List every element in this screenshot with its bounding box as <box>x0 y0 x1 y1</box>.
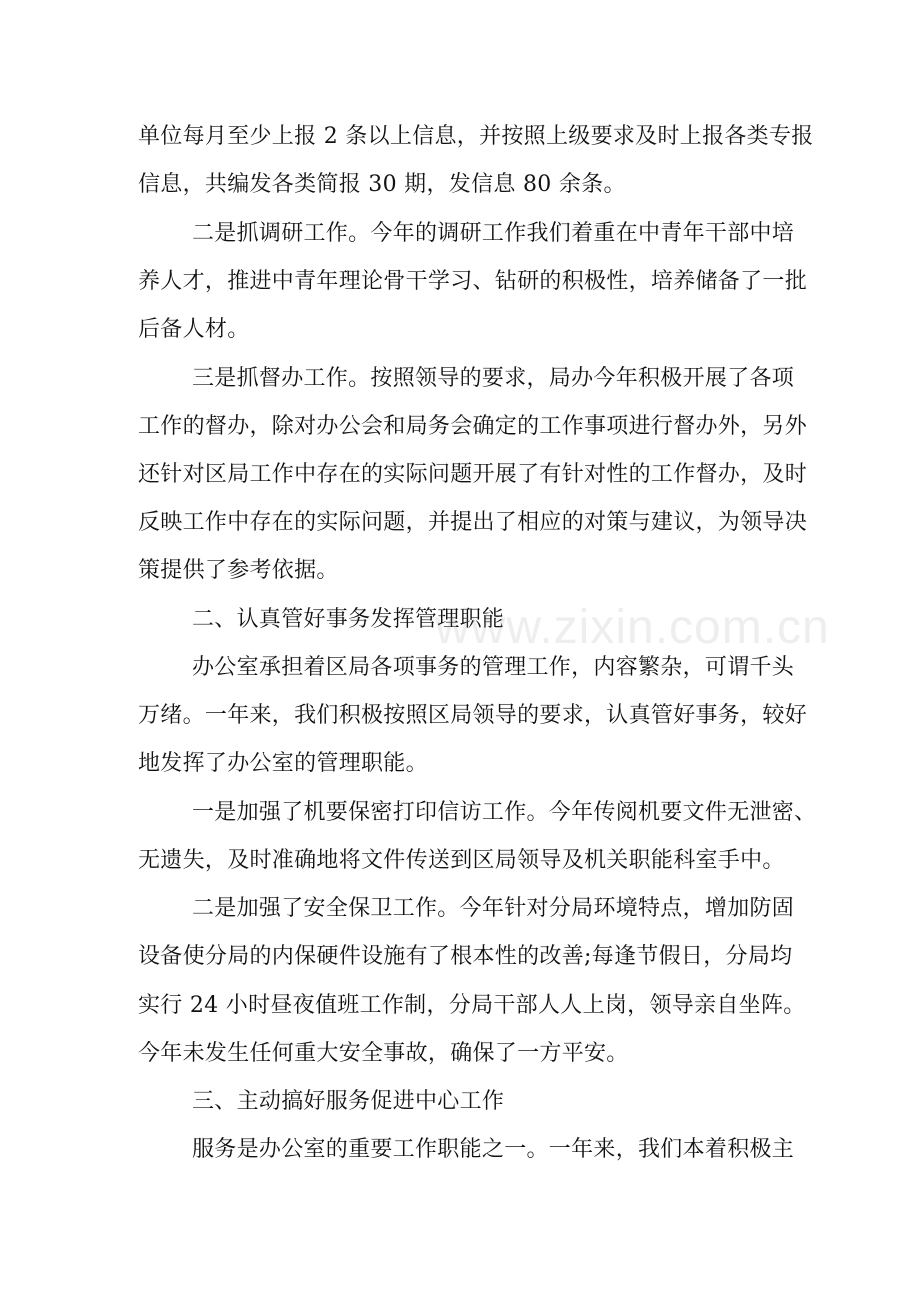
text-line: 单位每月至少上报 2 条以上信息，并按照上级要求及时上报各类专报 <box>138 124 814 149</box>
text-line: 后备人材。 <box>138 317 250 342</box>
text-line: 策提供了参考依据。 <box>138 558 339 583</box>
text-line: 反映工作中存在的实际问题，并提出了相应的对策与建议，为领导决 <box>138 510 808 535</box>
text-line: 二是加强了安全保卫工作。今年针对分局环境特点，增加防固 <box>192 896 795 921</box>
text-line: 办公室承担着区局各项事务的管理工作，内容繁杂，可谓千头 <box>192 655 795 680</box>
text-line: 设备使分局的内保硬件设施有了根本性的改善;每逢节假日，分局均 <box>138 944 793 969</box>
text-line: 一是加强了机要保密打印信访工作。今年传阅机要文件无泄密、 <box>192 800 817 825</box>
text-line: 实行 24 小时昼夜值班工作制，分局干部人人上岗，领导亲自坐阵。 <box>138 993 806 1018</box>
text-line: 地发挥了办公室的管理职能。 <box>138 751 428 776</box>
text-line: 服务是办公室的重要工作职能之一。一年来，我们本着积极主 <box>192 1137 795 1162</box>
text-line: 万绪。一年来，我们积极按照区局领导的要求，认真管好事务，较好 <box>138 703 808 728</box>
text-line: 养人才，推进中青年理论骨干学习、钻研的积极性，培养储备了一批 <box>138 269 808 294</box>
text-line: 三是抓督办工作。按照领导的要求，局办今年积极开展了各项 <box>192 366 795 391</box>
text-line: 还针对区局工作中存在的实际问题开展了有针对性的工作督办，及时 <box>138 462 808 487</box>
text-line: 信息，共编发各类简报 30 期，发信息 80 余条。 <box>138 172 626 197</box>
section-heading: 二、认真管好事务发挥管理职能 <box>192 607 505 632</box>
watermark: www.zixin.com.cn <box>435 601 830 654</box>
section-heading: 三、主动搞好服务促进中心工作 <box>192 1089 505 1114</box>
text-line: 今年未发生任何重大安全事故，确保了一方平安。 <box>138 1041 629 1066</box>
text-line: 工作的督办，除对办公会和局务会确定的工作事项进行督办外，另外 <box>138 414 808 439</box>
text-line: 二是抓调研工作。今年的调研工作我们着重在中青年干部中培 <box>192 221 795 246</box>
text-line: 无遗失，及时准确地将文件传送到区局领导及机关职能科室手中。 <box>138 848 785 873</box>
